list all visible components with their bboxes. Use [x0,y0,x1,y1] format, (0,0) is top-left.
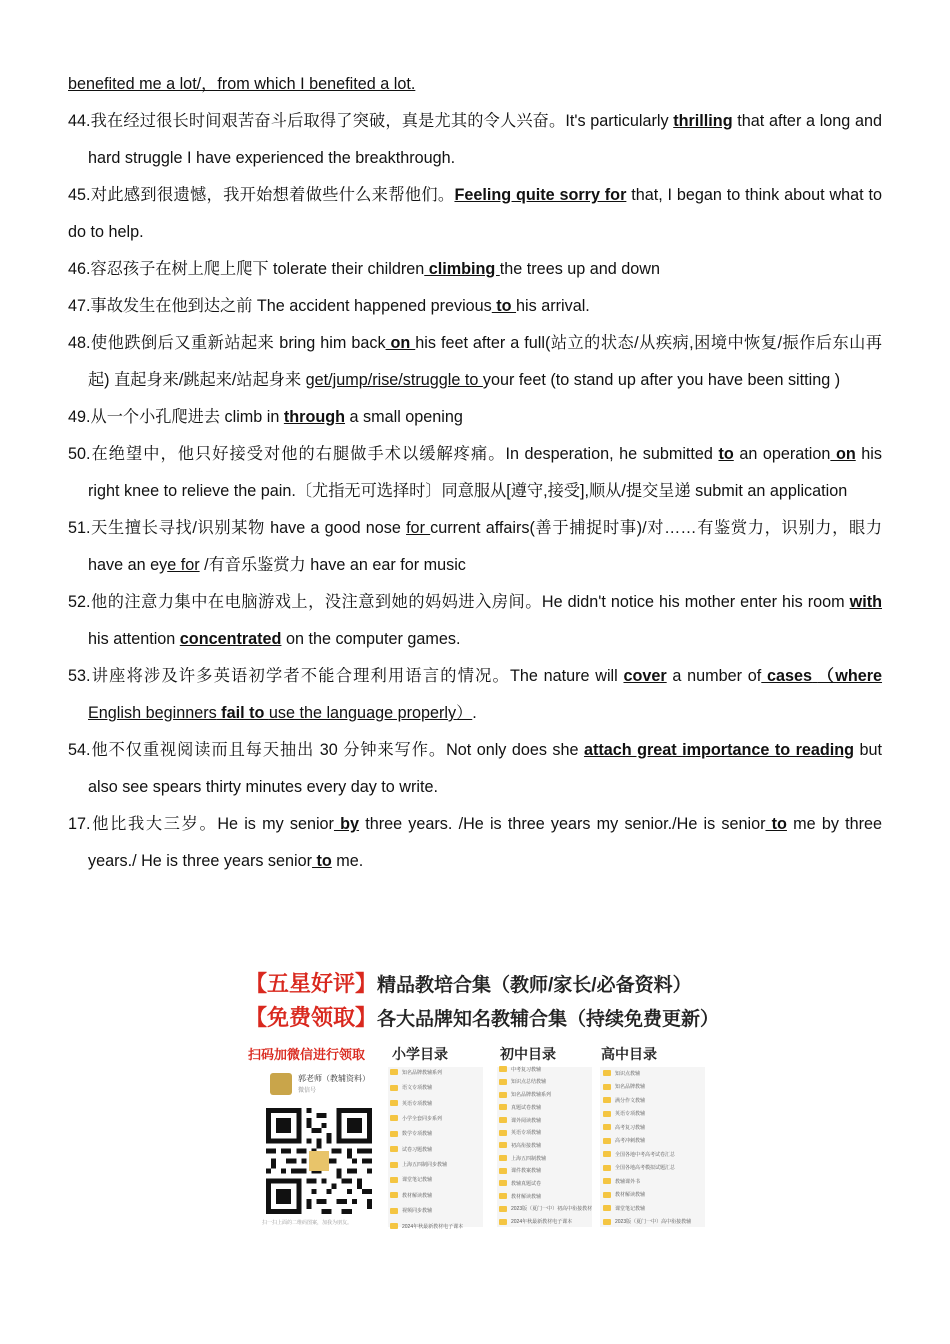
answer-blank: through [283,408,346,426]
folder-item[interactable] [603,1149,691,1160]
folder-icon [390,1192,398,1198]
folder-icon [390,1085,398,1091]
text-run: 53.讲座将涉及许多英语初学者不能合理利用语言的情况。The nature will [68,667,624,685]
folder-item[interactable] [390,1159,463,1170]
folder-icon [603,1097,611,1103]
text-run: /有音乐鉴赏力 have an ear for music [199,556,466,574]
folder-item[interactable] [603,1163,691,1174]
document-body [68,66,882,880]
folder-item[interactable] [390,1098,463,1109]
folder-item[interactable] [499,1153,592,1164]
folder-item[interactable] [603,1095,691,1106]
text-run: 47.事故发生在他到达之前 The accident happened previous [68,297,492,315]
text-run: English beginners [88,704,217,722]
folder-item[interactable] [390,1144,463,1155]
folder-label: 知名品牌教辅 [615,1084,646,1091]
folder-item[interactable] [603,1217,691,1228]
folder-icon [499,1066,507,1072]
folder-icon [390,1177,398,1183]
folder-label: 视频同步教辅 [402,1208,433,1215]
promo-headline-2 [245,1001,719,1032]
text-run: 17.他比我大三岁。He is my senior [68,815,334,833]
folder-label: 初高衔接教辅 [511,1142,542,1149]
folder-icon [390,1131,398,1137]
qr-note: 扫一扫上面的二维码图案，加我为朋友。 [262,1220,353,1226]
folder-icon [390,1146,398,1152]
folder-icon [390,1223,398,1229]
answer-blank: by [333,815,360,833]
folder-item[interactable] [390,1129,463,1140]
folder-label: 语文专项教辅 [402,1085,433,1092]
folder-item[interactable] [603,1068,691,1079]
item-49 [68,399,882,436]
item-44 [68,103,882,177]
folder-icon [499,1104,507,1110]
text-run: on the computer games. [281,630,461,648]
folder-item[interactable] [390,1221,463,1232]
scan-instruction: 扫码加微信进行领取 [248,1047,366,1062]
folder-icon [603,1205,611,1211]
column-header-middle: 初中目录 [500,1046,556,1062]
middle-folder-list [499,1064,592,1229]
folder-icon [603,1084,611,1090]
text-run: but also see spears thirty minutes every day to write. [88,741,883,796]
folder-label: 上海五四制同步教辅 [402,1162,448,1169]
column-header-high: 高中目录 [601,1046,657,1062]
text-run: his arrival. [516,297,590,315]
text-run: a small opening [345,408,463,426]
text-run: use the language properly [268,704,457,722]
text-run: 49.从一个小孔爬进去 climb in [68,408,284,426]
folder-label: 英语专项教辅 [402,1100,433,1107]
folder-item[interactable] [499,1089,592,1100]
folder-item[interactable] [603,1136,691,1147]
folder-label: 课件教案教辅 [511,1168,542,1175]
answer-blank: concentrated [179,630,282,648]
item-46 [68,251,882,288]
answer-blank: climbing [424,260,500,278]
contact-sub: 微信号 [298,1088,317,1094]
text-run: that after a long and hard struggle I have experienced the breakthrough. [88,112,882,167]
folder-icon [499,1219,507,1225]
folder-label: 知识点总结教辅 [511,1079,547,1086]
text-run: his attention [88,630,180,648]
folder-label: 全国各地高考模拟试题汇总 [615,1165,676,1172]
folder-label: 教材解读教辅 [402,1192,433,1199]
text-run: your feet (to stand up after you have been sitting ) [482,371,841,389]
folder-icon [390,1100,398,1106]
folder-item[interactable] [499,1064,592,1075]
folder-label: 课外阅读教辅 [511,1117,542,1124]
text-run: ） [456,704,473,722]
item-51 [68,510,882,584]
folder-icon [499,1206,507,1212]
answer-blank: for [406,519,431,537]
folder-icon [499,1092,507,1098]
text-run: 48.使他跌倒后又重新站起来 bring him back [68,334,386,352]
folder-icon [603,1165,611,1171]
folder-icon [603,1070,611,1076]
text-run: a number of [666,667,762,685]
text-run: 46.容忍孩子在树上爬上爬下 tolerate their children [68,260,425,278]
folder-label: 英语专项教辅 [511,1130,542,1137]
folder-icon [603,1151,611,1157]
text-run: 44.我在经过很长时间艰苦奋斗后取得了突破，真是尤其的令人兴奋。It's particularly [68,112,674,130]
text-run: the trees up and down [499,260,660,278]
folder-item[interactable] [390,1190,463,1201]
item-43-continuation [68,66,882,103]
folder-icon [603,1219,611,1225]
text-run: benefited me a lot/，from which I benefited a lot. [68,75,416,93]
high-folder-list [603,1068,691,1230]
folder-icon [390,1208,398,1214]
folder-item[interactable] [499,1204,592,1215]
folder-item[interactable] [603,1082,691,1093]
item-54 [68,732,882,806]
text-run: me by three years./ He is three years senior [88,815,882,870]
contact-name: 郭老师（教辅资料） [298,1074,370,1083]
text-run: 50.在绝望中，他只好接受对他的右腿做手术以缓解疼痛。In desperation, he submitted [68,445,719,463]
folder-label: 课堂笔记教辅 [615,1205,646,1212]
folder-icon [603,1124,611,1130]
answer-blank: on [830,445,856,463]
answer-blank: on [385,334,416,352]
item-17 [68,806,882,880]
folder-label: 知识点教辅 [615,1070,641,1077]
answer-blank: get/jump/rise/struggle to [305,371,483,389]
folder-item[interactable] [390,1082,463,1093]
folder-item[interactable] [499,1216,592,1227]
item-48 [68,325,882,399]
folder-item[interactable] [390,1206,463,1217]
folder-label: 全国各地中考高考试卷汇总 [615,1151,676,1158]
text-run: 54.他不仅重视阅读而且每天抽出 30 分钟来写作。Not only does she [68,741,584,759]
text-run: that, I began to think about what to do to help. [68,186,882,241]
folder-icon [603,1192,611,1198]
answer-blank: with [849,593,882,611]
folder-label: 教辅真题试卷 [511,1180,542,1187]
item-52 [68,584,882,658]
folder-label: 2023版（夏门一中）初高中衔接教材 [511,1206,593,1213]
folder-label: 知名品牌教辅系列 [511,1092,552,1099]
folder-label: 英语专项教辅 [615,1111,646,1118]
folder-label: 高考复习教辅 [615,1124,646,1131]
folder-item[interactable] [499,1178,592,1189]
folder-label: 试卷习题教辅 [402,1146,433,1153]
folder-icon [499,1155,507,1161]
promo-text: 精品教培合集（教师/家长/必备资料） [377,975,692,996]
folder-item[interactable] [499,1102,592,1113]
folder-item[interactable] [499,1127,592,1138]
promo-headline-1 [245,967,692,998]
folder-label: 小学全套同步系列 [402,1115,443,1122]
folder-item[interactable] [499,1191,592,1202]
answer-blank: to [312,852,332,870]
text-run: 52.他的注意力集中在电脑游戏上，没注意到她的妈妈进入房间。He didn't notice his mother enter his room [68,593,850,611]
folder-label: 教材解读教辅 [511,1193,542,1200]
folder-icon [499,1130,507,1136]
answer-blank: to [491,297,517,315]
answer-blank: e for [167,556,200,574]
text-run: an operation [733,445,831,463]
folder-item[interactable] [499,1140,592,1151]
item-45 [68,177,882,251]
folder-icon [603,1111,611,1117]
text-run: his right knee to relieve the pain.〔尤指无可选择时〕同意服从[遵守,接受],顺从/提交呈递 submit an application [88,445,882,500]
folder-label: 知名品牌教辅系列 [402,1069,443,1076]
text-run: me. [331,852,364,870]
folder-item[interactable] [499,1166,592,1177]
text-run: three years. /He is three years my senior./He is senior [359,815,766,833]
folder-item[interactable] [603,1122,691,1133]
column-header-primary: 小学目录 [392,1046,448,1062]
avatar [270,1073,292,1095]
folder-label: 教辅课外书 [615,1178,641,1185]
folder-label: 2024年秋最新教材电子课本 [511,1219,573,1225]
folder-label: 满分作文教辅 [615,1097,646,1104]
text-run: current affairs(善于捕捉时事)/对……有鉴赏力，识别力，眼力 have an ey [88,519,883,574]
folder-label: 上海五四制教辅 [511,1155,547,1162]
folder-item[interactable] [603,1176,691,1187]
qr-code-image[interactable] [265,1108,373,1214]
folder-icon [603,1138,611,1144]
folder-icon [499,1079,507,1085]
answer-blank: thrilling [673,112,733,130]
folder-item[interactable] [499,1077,592,1088]
text-run: . [472,704,477,722]
promo-tag: 【免费领取】 [245,1005,378,1030]
folder-label: 2023版（夏门一中）高中衔接教辅 [615,1219,692,1226]
promo-text: 各大品牌知名教辅合集（持续免费更新） [377,1009,720,1030]
answer-blank: cover [623,667,667,685]
answer-blank: cases [761,667,813,685]
folder-icon [390,1162,398,1168]
answer-blank: attach great importance to reading [583,741,855,759]
answer-blank: （where [817,667,883,685]
answer-blank: fail to [216,704,269,722]
item-50 [68,436,882,510]
folder-label: 真题试卷教辅 [511,1104,542,1111]
folder-item[interactable] [499,1115,592,1126]
folder-item[interactable] [390,1067,463,1078]
primary-folder-list [390,1067,463,1236]
text-run: 51.天生擅长寻找/识别某物 have a good nose [68,519,407,537]
folder-icon [499,1168,507,1174]
answer-blank: to [765,815,787,833]
folder-item[interactable] [390,1113,463,1124]
folder-icon [499,1117,507,1123]
folder-label: 教材解读教辅 [615,1192,646,1199]
folder-label: 中考复习教辅 [511,1066,542,1073]
folder-icon [603,1178,611,1184]
text-run: his feet after a full(站立的状态/从疾病,困境中恢复/振作后东山再起) 直起身来/跳起来/站起身来 [88,334,882,389]
folder-label: 高考冲刺教辅 [615,1138,646,1145]
answer-blank: to [718,445,734,463]
folder-item[interactable] [603,1203,691,1214]
folder-item[interactable] [603,1109,691,1120]
folder-label: 课堂笔记教辅 [402,1177,433,1184]
item-53 [68,658,882,732]
text-run: 45.对此感到很遗憾，我开始想着做些什么来帮他们。 [68,186,455,204]
folder-icon [499,1142,507,1148]
folder-label: 数学专项教辅 [402,1131,433,1138]
folder-label: 2024年秋最新教材电子课本 [402,1223,464,1230]
answer-blank: Feeling quite sorry for [454,186,627,204]
folder-icon [499,1180,507,1186]
folder-item[interactable] [603,1190,691,1201]
promo-tag: 【五星好评】 [245,971,378,996]
folder-icon [499,1193,507,1199]
folder-icon [390,1069,398,1075]
item-47 [68,288,882,325]
folder-item[interactable] [390,1175,463,1186]
folder-icon [390,1115,398,1121]
